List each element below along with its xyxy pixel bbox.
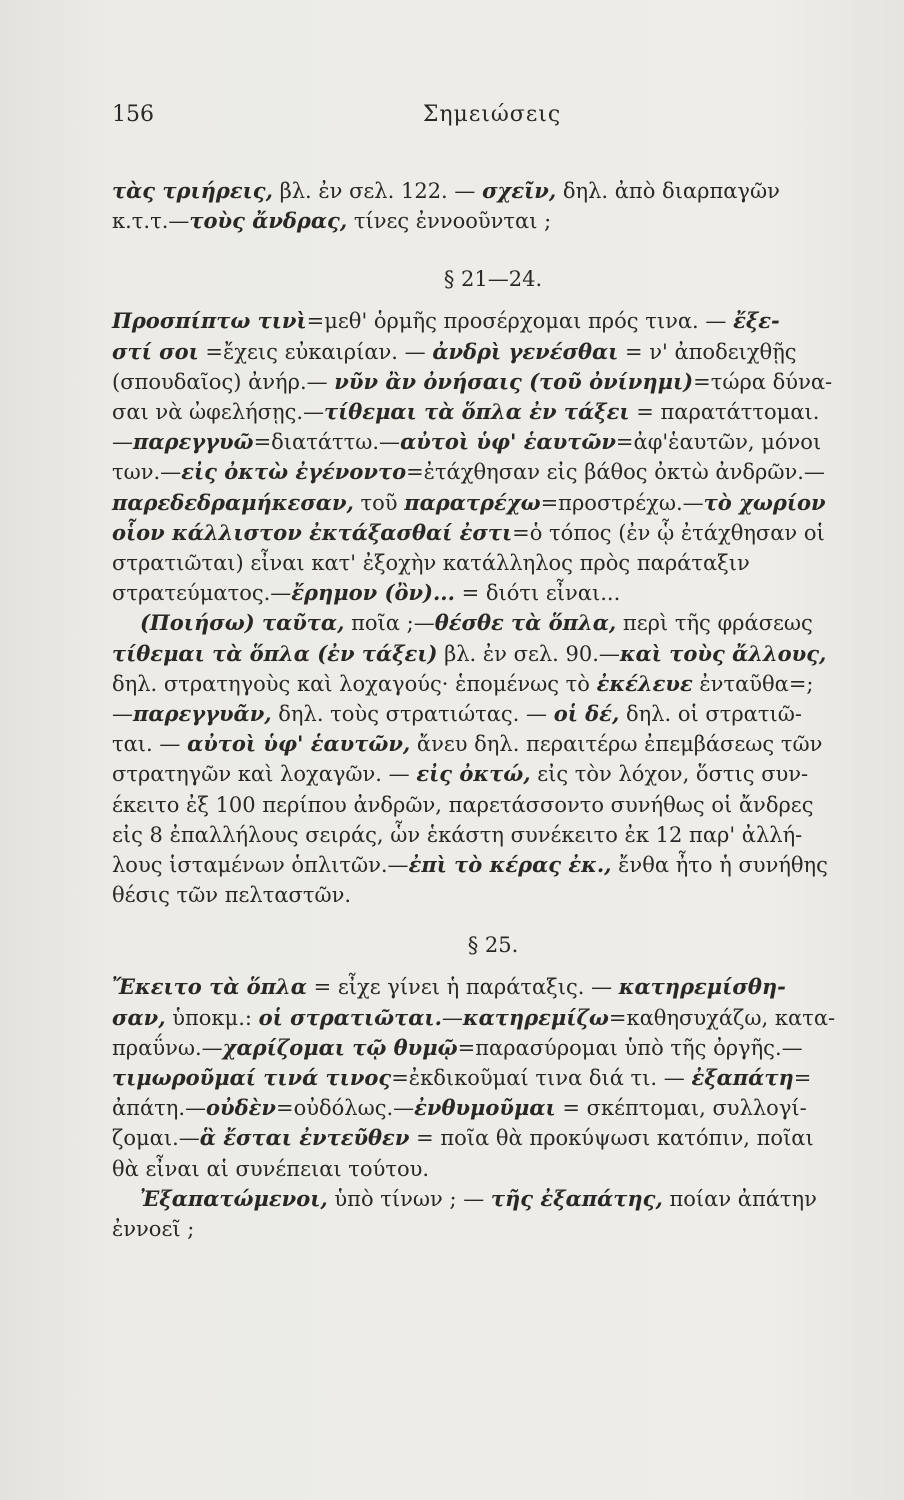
gloss-text: τοῦ xyxy=(353,490,405,515)
gloss-text: ἐννοεῖ ; xyxy=(112,1217,195,1242)
gloss-text: ζομαι.— xyxy=(112,1126,200,1151)
gloss-text: = ν' ἀποδειχθῇς xyxy=(618,339,797,364)
gloss-text: — xyxy=(112,430,133,455)
gloss-text: = παρατάττομαι. xyxy=(629,400,820,425)
gloss-text: στρατηγῶν καὶ λοχαγῶν. — xyxy=(112,762,417,787)
text-line xyxy=(112,206,874,236)
text-line xyxy=(112,699,874,729)
gloss-text: εἰς 8 ἐπαλλήλους σειράς, ὧν ἑκάστη συνέκειτο ἐκ 12 παρ' ἀλλή- xyxy=(112,822,803,847)
gloss-text: σαι νὰ ὠφελήσῃς.— xyxy=(112,400,324,425)
lemma-term: ἐξαπάτη xyxy=(691,1065,794,1091)
gloss-text: δηλ. οἱ στρατιῶ- xyxy=(619,702,802,727)
lemma-term: οἱ δέ, xyxy=(553,701,620,727)
gloss-text: περὶ τῆς φράσεως xyxy=(616,611,813,636)
lemma-term: αὐτοὶ ὑφ' ἑαυτῶν xyxy=(400,429,616,455)
text-line xyxy=(112,1063,874,1093)
gloss-text: =τώρα δύνα- xyxy=(693,369,833,394)
text-line xyxy=(112,1214,874,1244)
gloss-text: βλ. ἐν σελ. 122. — xyxy=(272,179,483,203)
text-line xyxy=(112,759,874,789)
lemma-term: κατηρεμίσθη- xyxy=(618,974,786,1000)
gloss-text: δηλ. στρατηγοὺς καὶ λοχαγούς· ἑπομένως τὸ xyxy=(112,671,597,696)
gloss-text: =ὁ τόπος (ἐν ᾧ ἐτάχθησαν οἱ xyxy=(512,520,825,545)
section-heading: § 21—24. xyxy=(443,267,543,292)
gloss-text: βλ. ἐν σελ. 90.— xyxy=(437,641,620,666)
lemma-term: κατηρεμίζω xyxy=(462,1004,609,1030)
gloss-text: =μεθ' ὁρμῆς προσέρχομαι πρός τινα. — xyxy=(306,309,734,334)
text-line xyxy=(112,548,874,578)
lemma-term: παρεγγυᾶν, xyxy=(133,701,272,727)
lemma-term: εἰς ὀκτὼ ἐγένοντο xyxy=(181,459,407,485)
gloss-text: ὑποκμ.: xyxy=(165,1005,259,1030)
lemma-term: ἐνθυμοῦμαι xyxy=(414,1095,556,1121)
lemma-term: τῆς ἐξαπάτης, xyxy=(490,1185,663,1211)
note-paragraph xyxy=(112,972,874,1244)
lemma-term: χαρίζομαι τῷ θυμῷ xyxy=(222,1034,458,1060)
gloss-text: =διατάττω.— xyxy=(253,430,401,455)
gloss-text: ποῖα ;— xyxy=(344,611,435,636)
gloss-text: =ἀφ'ἑαυτῶν, μόνοι xyxy=(615,430,822,455)
lemma-term: οἷον κάλλιστον ἐκτάξασθαί ἐστι xyxy=(112,519,513,545)
text-line xyxy=(112,1003,874,1033)
gloss-text: πραΰνω.— xyxy=(112,1035,223,1060)
lemma-term: ἔρημον (ὂν)... xyxy=(291,580,455,606)
text-line xyxy=(112,176,874,206)
lemma-term: Ἔκειτο τὰ ὅπλα xyxy=(112,974,307,1000)
lemma-term: παρατρέχω xyxy=(404,489,541,515)
gloss-text: ἐνταῦθα=; xyxy=(692,671,814,696)
text-line xyxy=(112,669,874,699)
page-body xyxy=(112,176,874,1244)
lemma-term: οἱ στρατιῶται. xyxy=(258,1004,442,1030)
lemma-term: τοὺς ἄνδρας, xyxy=(189,208,348,234)
gloss-text: των.— xyxy=(112,460,182,485)
gloss-text: έκειτο ἐξ 100 περίπου ἀνδρῶν, παρετάσσοντο συνήθως οἱ ἄνδρες xyxy=(112,792,814,817)
lemma-term: ἐπὶ τὸ κέρας ἐκ., xyxy=(408,852,612,878)
text-line xyxy=(112,880,874,910)
lemma-term: ἀνδρὶ γενέσθαι xyxy=(432,338,619,364)
lemma-term: νῦν ἂν ὀνήσαις (τοῦ ὀνίνημι) xyxy=(334,368,694,394)
text-line xyxy=(112,518,874,548)
gloss-text: θέσις τῶν πελταστῶν. xyxy=(112,883,352,908)
lemma-term: αὐτοὶ ὑφ' ἑαυτῶν, xyxy=(187,731,411,757)
lemma-term: παρεγγυῶ xyxy=(133,429,254,455)
lemma-term: Ἐξαπατώμενοι, xyxy=(140,1185,328,1211)
text-line xyxy=(112,337,874,367)
text-line xyxy=(112,972,874,1002)
gloss-text: =οὐδόλως.— xyxy=(275,1096,415,1121)
gloss-text: ὑπὸ τίνων ; — xyxy=(327,1186,491,1211)
gloss-text: δηλ. τοὺς στρατιώτας. — xyxy=(271,702,554,727)
gloss-text: = διότι εἶναι... xyxy=(454,581,621,606)
gloss-text: ποίαν ἀπάτην xyxy=(662,1186,817,1211)
text-line xyxy=(112,1033,874,1063)
gloss-text: ἀπάτη.— xyxy=(112,1096,207,1121)
text-line xyxy=(112,397,874,427)
text-line xyxy=(112,367,874,397)
lemma-term: εἰς ὀκτώ, xyxy=(416,761,531,787)
lemma-term: θέσθε τὰ ὅπλα, xyxy=(434,610,617,636)
section-heading: § 25. xyxy=(467,933,519,958)
gloss-text: ἔνθα ἦτο ἡ συνήθης xyxy=(611,853,828,878)
text-line xyxy=(112,488,874,518)
lemma-term: τίθεμαι τὰ ὅπλα ἐν τάξει xyxy=(324,399,630,425)
gloss-text: =ἐκδικοῦμαί τινα διά τι. — xyxy=(391,1066,692,1091)
text-line xyxy=(112,820,874,850)
running-title: Σημειώσεις xyxy=(422,102,562,127)
gloss-text: ται. — xyxy=(112,732,188,757)
gloss-text: κ.τ.τ.— xyxy=(112,209,190,234)
gloss-text: =ἐτάχθησαν εἰς βάθος ὀκτὼ ἀνδρῶν.— xyxy=(406,460,825,485)
gloss-text: =προστρέχω.— xyxy=(540,490,704,515)
text-line xyxy=(112,1154,874,1184)
lemma-term: σχεῖν, xyxy=(482,178,557,203)
lemma-term: ἔξε- xyxy=(733,308,780,334)
text-line xyxy=(112,1093,874,1123)
gloss-text: εἰς τὸν λόχον, ὅστις συν- xyxy=(530,762,809,787)
lemma-term: παρεδεδραμήκεσαν, xyxy=(112,489,354,515)
gloss-text: λους ἱσταμένων ὁπλιτῶν.— xyxy=(112,853,409,878)
gloss-text: =καθησυχάζω, κατα- xyxy=(608,1005,836,1030)
lemma-term: ἃ ἔσται ἐντεῦθεν xyxy=(199,1125,410,1151)
gloss-text: = xyxy=(793,1066,812,1091)
page-number: 156 xyxy=(112,102,154,127)
lemma-term: οὐδὲν xyxy=(206,1095,276,1121)
lemma-term: ἐκέλευε xyxy=(596,670,693,696)
note-paragraph xyxy=(112,176,874,236)
text-line xyxy=(112,457,874,487)
gloss-text: =ἔχεις εὐκαιρίαν. — xyxy=(198,339,433,364)
gloss-text: ἄνευ δηλ. περαιτέρω ἐπεμβάσεως τῶν xyxy=(410,732,823,757)
gloss-text: = εἶχε γίνει ἡ παράταξις. — xyxy=(306,975,619,1000)
gloss-text: = σκέπτομαι, συλλογί- xyxy=(555,1096,807,1121)
gloss-text: στρατιῶται) εἶναι κατ' ἐξοχὴν κατάλληλος πρὸς παράταξιν xyxy=(112,551,750,576)
lemma-term: καὶ τοὺς ἄλλους, xyxy=(619,640,827,666)
gloss-text: (σπουδαῖος) ἀνήρ.— xyxy=(112,369,335,394)
lemma-term: σαν, xyxy=(112,1004,166,1030)
gloss-text: — xyxy=(441,1005,463,1030)
lemma-term: τὸ χωρίον xyxy=(703,489,826,515)
text-line xyxy=(112,427,874,457)
gloss-text: τίνες ἐννοοῦνται ; xyxy=(347,209,552,234)
lemma-term: στί σοι xyxy=(112,338,199,364)
gloss-text: = ποῖα θὰ προκύψωσι κατόπιν, ποῖαι xyxy=(409,1126,814,1151)
text-line xyxy=(112,578,874,608)
lemma-term: (Ποιήσω) ταῦτα, xyxy=(140,610,345,636)
gloss-text: θὰ εἶναι αἱ συνέπειαι τούτου. xyxy=(112,1156,430,1181)
gloss-text: =παρασύρομαι ὑπὸ τῆς ὀργῆς.— xyxy=(457,1035,803,1060)
lemma-term: τίθεμαι τὰ ὅπλα (ἐν τάξει) xyxy=(112,640,438,666)
gloss-text: στρατεύματος.— xyxy=(112,581,292,606)
note-paragraph xyxy=(112,306,874,910)
text-line xyxy=(112,790,874,820)
lemma-term: Προσπίπτω τινὶ xyxy=(112,308,307,334)
text-line xyxy=(112,729,874,759)
text-line xyxy=(112,1123,874,1153)
text-line xyxy=(112,1184,874,1214)
gloss-text: δηλ. ἀπὸ διαρπαγῶν xyxy=(556,179,780,203)
text-line xyxy=(112,608,874,638)
text-line xyxy=(112,850,874,880)
gloss-text: — xyxy=(112,702,133,727)
page-header xyxy=(112,96,872,136)
text-line xyxy=(112,306,874,336)
text-line xyxy=(112,639,874,669)
lemma-term: τὰς τριήρεις, xyxy=(112,178,273,203)
lemma-term: τιμωροῦμαί τινά τινος xyxy=(112,1065,392,1091)
